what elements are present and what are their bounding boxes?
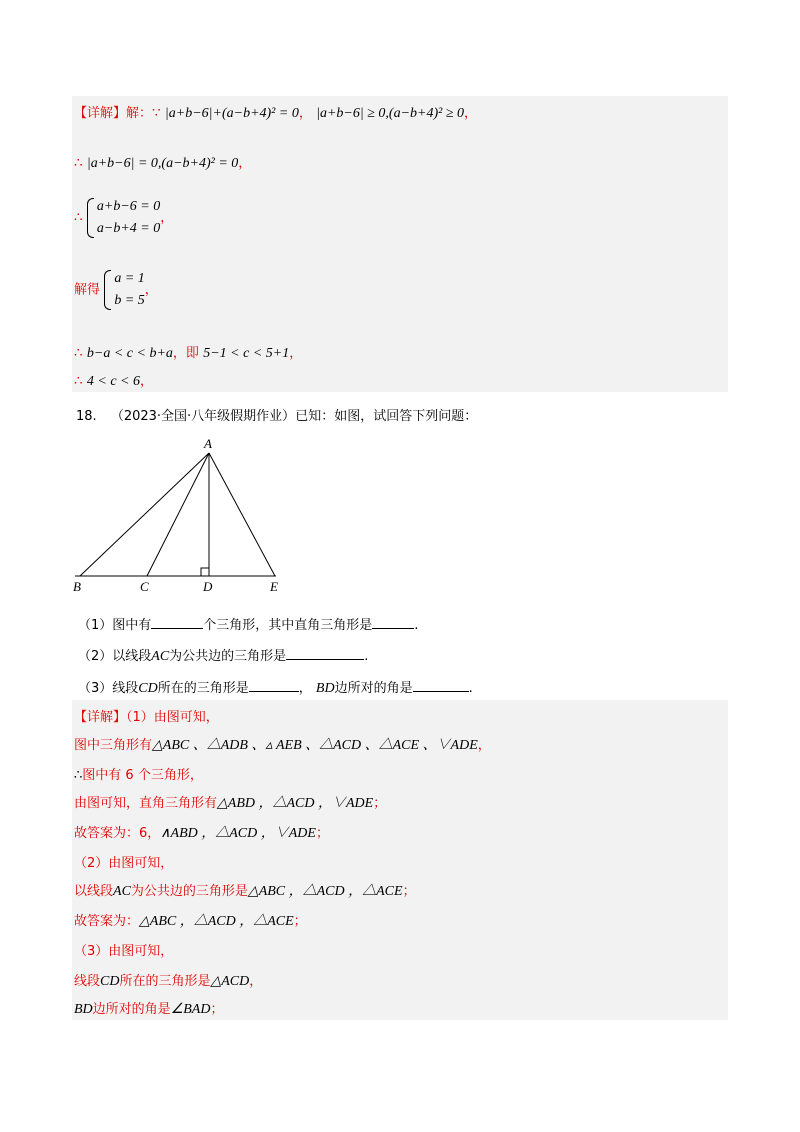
sol-text: （3）由图可知， [74, 944, 174, 959]
sol17-sep: ， [160, 210, 174, 226]
segment-ae [209, 453, 275, 576]
sol17-eq1: |a+b−6|+(a−b+4)² = 0 [164, 106, 299, 121]
label-d: D [203, 579, 213, 594]
answer-blank[interactable] [286, 647, 364, 660]
triangle-list: △ABC ，△ACD ，△ACE [247, 884, 403, 899]
sol17-ineq3: 4 < c < 6 [86, 374, 140, 389]
segment-bd-label: BD [74, 1002, 93, 1017]
part-text: . [364, 649, 369, 664]
sol-text: 边所对的角是 [92, 1002, 171, 1017]
sol18-line1 [74, 706, 219, 725]
part-text: ， [298, 681, 312, 696]
sol-text: 所在的三角形是 [119, 974, 211, 989]
answer-blank[interactable] [413, 679, 469, 692]
sol17-ineq1: b−a < c < b+a [86, 346, 173, 361]
sol17-line6 [74, 370, 153, 390]
sol17-sep: ， [238, 156, 252, 171]
sol-text: 故答案为： [74, 914, 140, 929]
segment-ac-label: AC [151, 649, 170, 664]
sol17-eq2: |a+b−6| ≥ 0,(a−b+4)² ≥ 0 [316, 106, 465, 121]
sol-text: 故答案为：6， [74, 826, 161, 841]
geometry-figure [70, 436, 300, 596]
solve-label: 解得 [74, 282, 101, 298]
sol-text: 线段 [74, 974, 101, 989]
therefore-symbol: ∴ [74, 155, 83, 171]
sol-text: 图中有 6 个三角形， [82, 768, 203, 783]
sol17-line3 [74, 196, 173, 240]
sol-text: ， [477, 738, 491, 753]
label-c: C [140, 579, 149, 594]
sol18-line9 [74, 940, 173, 959]
sol-text: 由图可知，直角三角形有 [74, 796, 218, 811]
segment-ac-label: AC [113, 884, 131, 899]
label-a: A [204, 436, 212, 451]
equation-system [104, 268, 144, 312]
sol18-line6 [74, 852, 173, 871]
sol-text: ， [249, 974, 263, 989]
sol18-line5 [74, 822, 329, 842]
sol-text: ； [293, 914, 307, 929]
segment-ac [147, 453, 209, 576]
part-text: 个三角形，其中直角三角形是 [203, 618, 373, 633]
sol-text: ； [402, 884, 416, 899]
sol18-line11 [74, 998, 223, 1018]
answer-list: ∧ABD ，△ACD ，∨ADE [160, 826, 316, 841]
sol-text: ； [373, 796, 387, 811]
label-e: E [270, 579, 278, 594]
q18-part1 [78, 614, 418, 633]
sol-text: 图中三角形有 [74, 738, 153, 753]
sol17-eq3: |a+b−6| = 0,(a−b+4)² = 0 [86, 156, 239, 171]
part-text: 所在的三角形是 [157, 681, 249, 696]
triangle-list: △ABC 、△ADB 、▵ AEB 、△ACD 、△ACE 、∨ADE [152, 738, 478, 753]
angle-label: ∠BAD [170, 1002, 211, 1017]
q18-part2 [78, 645, 368, 665]
question-number: 18. [76, 409, 97, 424]
because-symbol: ∵ [152, 105, 161, 121]
sol17-line4 [74, 268, 158, 312]
system-eq: a = 1 [114, 271, 145, 286]
answer-blank[interactable] [151, 616, 203, 629]
sol18-line7 [74, 880, 416, 900]
sol18-line8 [74, 910, 307, 930]
sol-text: ； [210, 1002, 224, 1017]
label-b: B [73, 579, 81, 594]
question-source: （2023·全国·八年级假期作业） [110, 409, 296, 424]
equation-system [87, 196, 160, 240]
therefore-symbol: ∴ [74, 209, 83, 226]
segment-ab [80, 453, 209, 576]
sol18-line10 [74, 970, 262, 990]
q18-part3 [78, 677, 473, 697]
sol17-sep: ， [140, 374, 154, 389]
sol17-ineq2: 5−1 < c < 5+1 [203, 346, 290, 361]
right-angle-mark [201, 568, 209, 576]
sol18-line3 [74, 764, 203, 783]
sol-text: （1）由图可知， [126, 710, 219, 725]
answer-blank[interactable] [249, 679, 299, 692]
sol-text: ； [315, 826, 329, 841]
part-text: （2）以线段 [78, 649, 152, 664]
sol17-sep: ， [144, 282, 158, 298]
sol-text: 以线段 [74, 884, 114, 899]
sol17-sep: ，即 [172, 346, 199, 361]
therefore-symbol: ∴ [74, 373, 83, 389]
therefore-symbol: ∴ [74, 768, 83, 783]
answer-list: △ABC ，△ACD ，△ACE [139, 914, 294, 929]
part-text: （1）图中有 [78, 618, 152, 633]
part-text: 为公共边的三角形是 [169, 649, 287, 664]
segment-bd-label: BD [315, 681, 335, 696]
sol17-line2 [74, 152, 251, 172]
system-eq: a+b−6 = 0 [96, 199, 161, 214]
part-text: . [414, 618, 419, 633]
sol18-line4 [74, 792, 386, 812]
part-text: 边所对的角是 [334, 681, 413, 696]
answer-blank[interactable] [372, 616, 414, 629]
detail-tag: 【详解】 [74, 106, 127, 121]
sol17-sep: ， [298, 106, 312, 121]
question-text: 已知：如图，试回答下列问题： [295, 409, 478, 424]
sol17-sep: ， [464, 106, 478, 121]
triangle-label: △ACD [210, 974, 250, 989]
sol17-line5 [74, 342, 302, 362]
sol17-solve-label: 解： [126, 106, 153, 121]
part-text: . [468, 681, 473, 696]
system-eq: b = 5 [114, 293, 145, 308]
therefore-symbol: ∴ [74, 345, 83, 361]
q18-stem [76, 405, 477, 424]
sol18-line2 [74, 734, 491, 754]
segment-cd-label: CD [138, 681, 158, 696]
segment-cd-label: CD [100, 974, 120, 989]
sol17-line1 [74, 102, 477, 122]
sol17-sep: ， [289, 346, 303, 361]
detail-tag: 【详解】 [74, 710, 127, 725]
part-text: （3）线段 [78, 681, 139, 696]
right-triangle-list: △ABD ，△ACD ，∨ADE [217, 796, 374, 811]
sol-text: 为公共边的三角形是 [130, 884, 248, 899]
system-eq: a−b+4 = 0 [96, 221, 161, 236]
sol-text: （2）由图可知， [74, 856, 174, 871]
